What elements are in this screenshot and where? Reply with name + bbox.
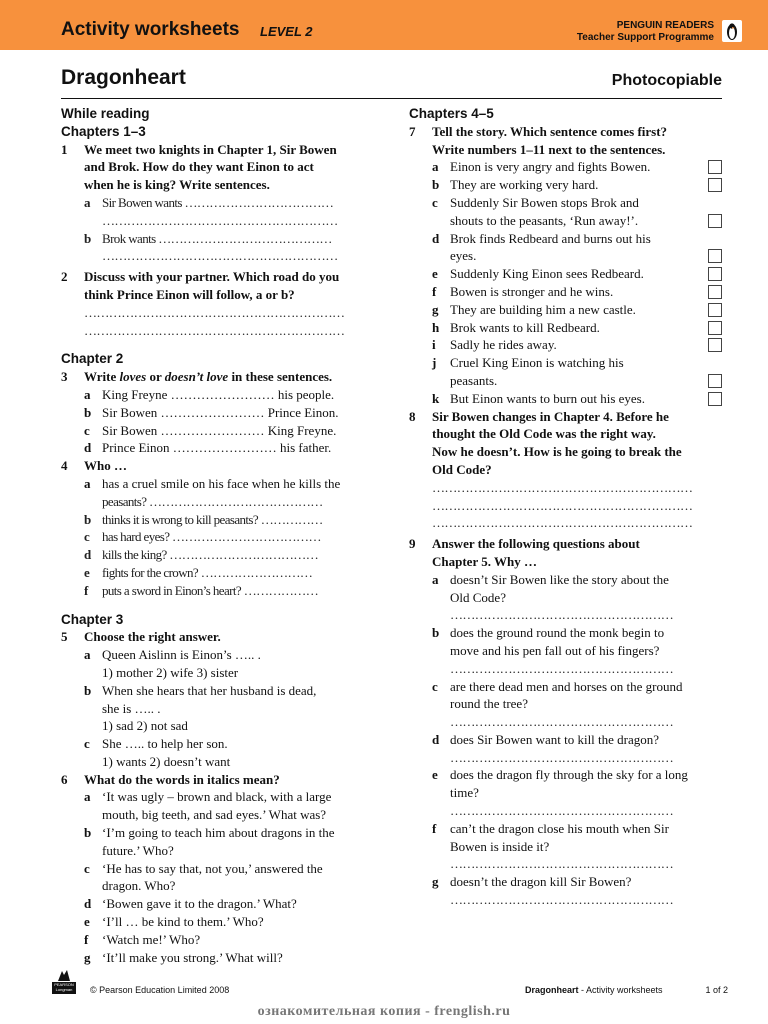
item-text: can’t the dragon close his mouth when Sir [450, 820, 669, 836]
publisher-programme: Teacher Support Programme [576, 32, 714, 43]
answer-line[interactable]: peasants? …………………………………… [102, 493, 323, 509]
section-heading: Chapter 3 [61, 611, 124, 627]
answer-item: e does the dragon fly through the sky for a long [432, 767, 688, 783]
answer-item: g ‘It’ll make you strong.’ What will? [84, 949, 283, 965]
question-text [409, 141, 729, 159]
story-item [409, 212, 729, 230]
pearson-logo-icon [52, 968, 76, 994]
answer-line[interactable]: Sir Bowen …………………… Prince Einon. [102, 404, 339, 420]
answer-line[interactable]: ………………………………………………… [102, 248, 338, 264]
answer-line[interactable]: ……………………………………………… [450, 892, 674, 908]
story-item: f Bowen is stronger and he wins. [409, 283, 729, 301]
item-text: She ….. to help her son. [102, 736, 228, 752]
question-text: Sir Bowen changes in Chapter 4. Before he [432, 408, 669, 424]
answer-line[interactable]: ……………………………………………… [450, 714, 674, 730]
answer-options[interactable]: 1) wants 2) doesn’t want [102, 753, 231, 769]
answer-line[interactable]: kills the king? ……………………………… [102, 547, 319, 563]
answer-item: b Sir Bowen …………………… Prince Einon. [84, 404, 339, 420]
item-text: does the dragon fly through the sky for a long [450, 767, 688, 783]
question-number: 7 [409, 123, 416, 139]
story-item: j Cruel King Einon is watching his [432, 355, 624, 371]
answer-line[interactable]: has hard eyes? ……………………………… [102, 529, 321, 545]
answer-item: a ‘It was ugly – brown and black, with a large [84, 789, 332, 805]
answer-item: a doesn’t Sir Bowen like the story about the [432, 571, 669, 587]
answer-line[interactable]: Sir Bowen …………………… King Freyne. [102, 422, 337, 438]
answer-box[interactable] [708, 214, 722, 228]
item-text: Suddenly Sir Bowen stops Brok and [450, 194, 639, 210]
left-column [61, 105, 383, 966]
answer-line[interactable]: ……………………………………………… [450, 856, 674, 872]
answer-item: f ‘Watch me!’ Who? [84, 931, 201, 947]
item-text: ‘Watch me!’ Who? [102, 931, 201, 947]
answer-item: a Sir Bowen wants ……………………………… [84, 194, 334, 210]
answer-item: e ‘I’ll … be kind to them.’ Who? [84, 914, 264, 930]
item-text: doesn’t the dragon kill Sir Bowen? [450, 874, 632, 890]
answer-line[interactable]: Prince Einon …………………… his father. [102, 440, 332, 456]
question-5 [61, 628, 383, 646]
answer-line[interactable]: thinks it is wrong to kill peasants? …………… [102, 511, 323, 527]
story-item [409, 372, 729, 390]
copyright-notice: © Pearson Education Limited 2008 [90, 985, 230, 995]
question-text: What do the words in italics mean? [84, 771, 280, 787]
question-number: 2 [61, 269, 68, 285]
answer-box[interactable] [708, 267, 722, 281]
footer-book-suffix: - Activity worksheets [578, 985, 663, 995]
item-text: Brok finds Redbeard and burns out his [450, 230, 651, 246]
answer-line[interactable]: ……………………………………………………… [84, 304, 345, 320]
item-text: mouth, big teeth, and sad eyes.’ What was? [102, 807, 327, 823]
question-text [409, 461, 729, 479]
question-number: 1 [61, 141, 68, 157]
section-heading: Chapter 2 [61, 351, 124, 367]
item-text: dragon. Who? [102, 878, 176, 894]
question-9 [409, 535, 729, 553]
question-text: Now he doesn’t. How is he going to break the [432, 444, 682, 460]
answer-item: c Sir Bowen …………………… King Freyne. [84, 422, 337, 438]
item-text: eyes. [450, 248, 477, 264]
answer-box[interactable] [708, 249, 722, 263]
story-item: a Einon is very angry and fights Bowen. [409, 158, 729, 176]
answer-line[interactable]: ……………………………………………… [450, 660, 674, 676]
item-text: does Sir Bowen want to kill the dragon? [450, 731, 660, 747]
question-number: 4 [61, 458, 68, 474]
answer-box[interactable] [708, 321, 722, 335]
story-item: h Brok wants to kill Redbeard. [409, 319, 729, 337]
section-heading: Chapters 1–3 [61, 123, 146, 139]
question-3 [61, 368, 383, 386]
question-text: Choose the right answer. [84, 629, 221, 645]
watermark: ознакомительная копия - frenglish.ru [257, 1004, 511, 1019]
question-text [61, 286, 383, 304]
question-text [409, 443, 729, 461]
question-7 [409, 123, 729, 141]
answer-line[interactable]: ……………………………………………………… [432, 497, 693, 513]
answer-item: a has a cruel smile on his face when he kills the [84, 475, 341, 491]
question-text: thought the Old Code was the right way. [432, 426, 656, 442]
photocopiable-label: Photocopiable [611, 72, 722, 89]
answer-item: d ‘Bowen gave it to the dragon.’ What? [84, 896, 297, 912]
publisher-name: PENGUIN READERS [616, 20, 714, 31]
page-number: 1 of 2 [705, 985, 728, 995]
question-number: 6 [61, 771, 68, 787]
item-text: Cruel King Einon is watching his [450, 355, 624, 371]
answer-item: b ‘I’m going to teach him about dragons in the [84, 825, 335, 841]
answer-box[interactable] [708, 374, 722, 388]
item-text: ‘It was ugly – brown and black, with a large [102, 789, 332, 805]
question-6 [61, 771, 383, 789]
answer-item: e fights for the crown? ……………………… [84, 564, 313, 580]
footer-book-name: Dragonheart [525, 985, 579, 995]
title-divider [61, 98, 722, 99]
item-text: ‘It’ll make you strong.’ What will? [102, 949, 283, 965]
question-number: 3 [61, 369, 68, 385]
item-text: round the tree? [450, 696, 528, 712]
answer-box[interactable] [708, 178, 722, 192]
question-number: 9 [409, 536, 416, 552]
answer-line[interactable]: ………………………………………………… [102, 212, 338, 228]
question-8 [409, 408, 729, 426]
answer-line[interactable]: ……………………………………………… [450, 749, 674, 765]
item-text: time? [450, 785, 479, 801]
answer-line[interactable]: ……………………………………………… [450, 803, 674, 819]
item-text: ‘Bowen gave it to the dragon.’ What? [102, 896, 297, 912]
answer-box[interactable] [708, 392, 722, 406]
question-2 [61, 268, 383, 286]
question-text [409, 553, 729, 571]
pearson-logo-text: PEARSON Longman [52, 982, 76, 994]
item-text: ‘I’ll … be kind to them.’ Who? [102, 914, 264, 930]
question-number: 8 [409, 408, 416, 424]
answer-item: f can’t the dragon close his mouth when Sir [432, 820, 669, 836]
answer-item: a King Freyne …………………… his people. [84, 386, 335, 402]
answer-item: f puts a sword in Einon’s heart? ……………… [84, 582, 319, 598]
item-text: peasants. [450, 372, 498, 388]
answer-box[interactable] [708, 338, 722, 352]
right-column [409, 105, 729, 909]
item-text: ‘He has to say that, not you,’ answered the [102, 860, 323, 876]
question-text: Answer the following questions about [432, 536, 640, 552]
question-text: think Prince Einon will follow, a or b? [84, 286, 295, 302]
question-text: Tell the story. Which sentence comes first? [432, 123, 668, 139]
item-text: has a cruel smile on his face when he kills the [102, 475, 341, 491]
story-item: b They are working very hard. [409, 176, 729, 194]
question-text: Discuss with your partner. Which road do you [84, 269, 340, 285]
answer-item: g doesn’t the dragon kill Sir Bowen? [432, 874, 632, 890]
question-text: Write loves or doesn’t love in these sentences. [84, 369, 333, 385]
answer-line[interactable]: King Freyne …………………… his people. [102, 386, 335, 402]
answer-item: c has hard eyes? ……………………………… [84, 529, 321, 545]
answer-line[interactable]: ……………………………………………………… [84, 322, 345, 338]
question-text [61, 158, 383, 176]
answer-line[interactable]: Brok wants …………………………………… [102, 230, 332, 246]
page-title: Dragonheart [61, 66, 186, 89]
penguin-logo-icon [722, 20, 742, 42]
story-item: g They are building him a new castle. [409, 301, 729, 319]
item-text: does the ground round the monk begin to [450, 625, 665, 641]
question-text: when he is king? Write sentences. [84, 177, 270, 193]
question-text: Who … [84, 458, 127, 474]
answer-box[interactable] [708, 285, 722, 299]
item-text: shouts to the peasants, ‘Run away!’. [450, 212, 639, 228]
story-item: k But Einon wants to burn out his eyes. [409, 390, 729, 408]
answer-box[interactable] [708, 303, 722, 317]
answer-item: c She ….. to help her son. [84, 736, 228, 752]
answer-item: a Queen Aislinn is Einon’s ….. . [84, 647, 261, 663]
answer-box[interactable] [708, 160, 722, 174]
answer-line[interactable]: Sir Bowen wants ……………………………… [102, 194, 334, 210]
story-item: e Suddenly King Einon sees Redbeard. [409, 265, 729, 283]
item-text: future.’ Who? [102, 842, 174, 858]
question-number: 5 [61, 629, 68, 645]
answer-item: d kills the king? ……………………………… [84, 547, 319, 563]
answer-item: c are there dead men and horses on the ground [432, 678, 683, 694]
answer-options[interactable]: 1) mother 2) wife 3) sister [102, 664, 239, 680]
answer-item: b When she hears that her husband is dead, [84, 682, 317, 698]
answer-item: b Brok wants …………………………………… [84, 230, 332, 246]
section-heading: While reading [61, 106, 150, 121]
item-text: ‘I’m going to teach him about dragons in the [102, 825, 335, 841]
answer-item: c ‘He has to say that, not you,’ answered the [84, 860, 323, 876]
item-text: When she hears that her husband is dead, [102, 682, 317, 698]
item-text: Bowen is inside it? [450, 838, 550, 854]
answer-line[interactable]: ……………………………………………… [450, 607, 674, 623]
item-text: Queen Aislinn is Einon’s ….. . [102, 647, 261, 663]
answer-line[interactable]: ……………………………………………………… [432, 515, 693, 531]
story-item: d Brok finds Redbeard and burns out his [432, 230, 651, 246]
question-text [409, 425, 729, 443]
answer-options[interactable]: 1) sad 2) not sad [102, 718, 188, 734]
item-text: move and his pen fall out of his fingers? [450, 642, 660, 658]
worksheet-title: Activity worksheets [61, 19, 240, 40]
question-text [61, 176, 383, 194]
answer-item: b thinks it is wrong to kill peasants? …………… [84, 511, 323, 527]
answer-item: d does Sir Bowen want to kill the dragon? [432, 731, 660, 747]
item-text: are there dead men and horses on the ground [450, 678, 683, 694]
item-text: They are working very hard. [450, 177, 599, 193]
item-text: Brok wants to kill Redbeard. [450, 319, 600, 335]
story-item [409, 247, 729, 265]
question-4 [61, 457, 383, 475]
answer-line[interactable]: ……………………………………………………… [432, 479, 693, 495]
item-text: Bowen is stronger and he wins. [450, 283, 614, 299]
footer-book-title [525, 985, 663, 995]
question-text: Write numbers 1–11 next to the sentences. [432, 141, 666, 157]
question-text: and Brok. How do they want Einon to act [84, 159, 314, 175]
story-item: c Suddenly Sir Bowen stops Brok and [432, 194, 639, 210]
answer-line[interactable]: puts a sword in Einon’s heart? ……………… [102, 582, 319, 598]
answer-item: d Prince Einon …………………… his father. [84, 440, 332, 456]
story-item: i Sadly he rides away. [409, 336, 729, 354]
question-1 [61, 141, 383, 159]
question-text: Old Code? [432, 461, 492, 477]
answer-line[interactable]: fights for the crown? ……………………… [102, 564, 313, 580]
item-text: doesn’t Sir Bowen like the story about the [450, 571, 669, 587]
item-text: They are building him a new castle. [450, 301, 636, 317]
item-text: Einon is very angry and fights Bowen. [450, 159, 651, 175]
item-text: she is ….. . [102, 700, 161, 716]
item-text: Sadly he rides away. [450, 337, 557, 353]
section-heading: Chapters 4–5 [409, 106, 494, 121]
answer-item: b does the ground round the monk begin to [432, 625, 665, 641]
question-text: Chapter 5. Why … [432, 553, 537, 569]
item-text: Old Code? [450, 589, 506, 605]
item-text: Suddenly King Einon sees Redbeard. [450, 266, 644, 282]
question-text: We meet two knights in Chapter 1, Sir Bowen [84, 141, 337, 157]
item-text: But Einon wants to burn out his eyes. [450, 390, 645, 406]
level-label: LEVEL 2 [260, 24, 313, 39]
